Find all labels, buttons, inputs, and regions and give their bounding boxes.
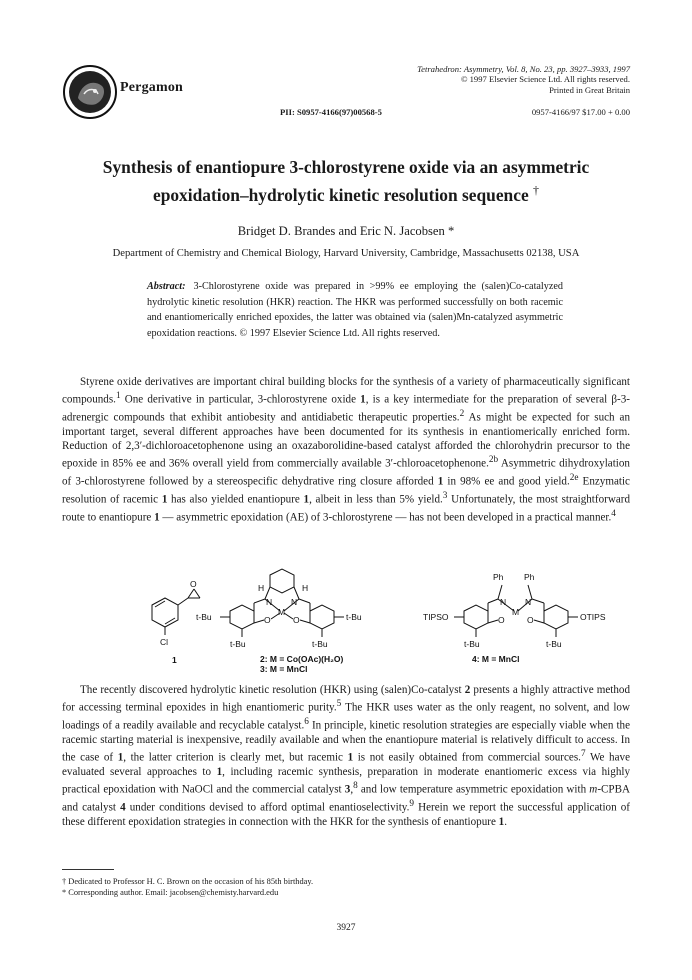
publisher-logo bbox=[62, 64, 118, 120]
footnote-corresponding: Corresponding author. Email: jacobsen@chemisty.harvard.edu bbox=[68, 888, 279, 897]
footnotes: † Dedicated to Professor H. C. Brown on the occasion of his 85th birthday. * Corresponding author. Email: jacobsen@chemisty.harvard.edu bbox=[62, 877, 314, 897]
tbu-label: t-Bu bbox=[196, 612, 212, 622]
publisher-name: Pergamon bbox=[120, 80, 184, 95]
title-line-1: Synthesis of enantiopure 3-chlorostyrene oxide via an asymmetric bbox=[102, 157, 590, 177]
journal-line: Tetrahedron: Asymmetry, Vol. 8, No. 23, pp. 3927–3933, 1997 bbox=[417, 64, 630, 74]
copyright-line: © 1997 Elsevier Science Ltd. All rights reserved. bbox=[460, 74, 630, 85]
footnote-dedication: Dedicated to Professor H. C. Brown on the occasion of his 85th birthday. bbox=[68, 877, 314, 886]
hydrogen-label-left: H bbox=[258, 583, 265, 593]
body-paragraph-2: The recently discovered hydrolytic kinetic resolution (HKR) using (salen)Co-catalyst 2 presents a highly attractive method for accessing terminal epoxides in high enantiomeric purity.$^5$ The HKR uses water as the only reagent, no solvent, and low loadings of a readily available and recyclable catalyst.$^6$ In principle, kinetic resolution strategies are especially viable when the racemic starting material is inexpensive, readily available and when the enantiopure material is relatively difficult to access. In the case of 1, the latter criterion is clearly met, but racemic 1 is not easily obtained from commercial sources.$^7$ We have evaluated several approaches to 1, including racemic synthesis, preparation in moderate enantiomeric excess via highly practical epoxidation with NaOCl and the commercial catalyst 3,$^8$ and low temperature asymmetric epoxidation with m-CPBA and catalyst 4 under conditions devised to afford optimal enantioselectivity.$^9$ Herein we report the successful application of these different epoxidation strategies in connection with the HKR for the synthesis of enantiopure 1. bbox=[62, 684, 631, 828]
oxygen-label-right: O bbox=[293, 615, 300, 625]
abstract bbox=[147, 279, 563, 341]
compound-2-label: 2: M = Co(OAc)(H₂O) bbox=[260, 654, 344, 664]
hydrogen-label-right: H bbox=[302, 583, 309, 593]
tbu-label: t-Bu bbox=[312, 639, 328, 649]
footnote-rule bbox=[62, 869, 114, 870]
abstract-label: Abstract: bbox=[147, 281, 186, 292]
compound-3-label: 3: M = MnCl bbox=[260, 664, 308, 673]
metal-label-salen-4: M bbox=[512, 607, 520, 617]
nitrogen-label-left: N bbox=[266, 597, 273, 607]
oxygen-label-left: O bbox=[498, 615, 505, 625]
epoxide-oxygen-label: O bbox=[190, 579, 197, 589]
nitrogen-label-right: N bbox=[291, 597, 298, 607]
tbu-label: t-Bu bbox=[546, 639, 562, 649]
page-number: 3927 bbox=[336, 923, 356, 933]
compound-4-label: 4: M = MnCl bbox=[472, 654, 520, 664]
nitrogen-label-right: N bbox=[525, 597, 532, 607]
title-dagger: † bbox=[533, 183, 540, 197]
tbu-label: t-Bu bbox=[230, 639, 246, 649]
metal-label-salen-2: M bbox=[278, 607, 286, 617]
chlorine-label: Cl bbox=[160, 637, 169, 647]
title-line-2: epoxidation–hydrolytic kinetic resolution sequence bbox=[152, 184, 529, 205]
tipso-label: TIPSO bbox=[423, 612, 449, 622]
oxygen-label-left: O bbox=[264, 615, 271, 625]
phenyl-label-right: Ph bbox=[524, 572, 535, 582]
printed-line: Printed in Great Britain bbox=[549, 84, 630, 95]
oxygen-label-right: O bbox=[527, 615, 534, 625]
chemical-structures-figure bbox=[130, 563, 610, 673]
abstract-text: 3-Chlorostyrene oxide was prepared in >99% ee employing the (salen)Co-catalyzed hydrolytic kinetic resolution (HKR) reaction. The HKR was performed successfully on both racemic and enantiomerically enriched epoxides, the latter was obtained via (salen)Mn-catalyzed asymmetric epoxidation reactions. © 1997 Elsevier Science Ltd. All rights reserved. bbox=[147, 281, 563, 339]
tbu-label: t-Bu bbox=[464, 639, 480, 649]
pii-code: PII: S0957-4166(97)00568-5 bbox=[280, 107, 382, 117]
issn-price: 0957-4166/97 $17.00 + 0.00 bbox=[531, 107, 630, 117]
affiliation: Department of Chemistry and Chemical Biology, Harvard University, Cambridge, Massachusetts 02138, USA bbox=[112, 248, 580, 259]
nitrogen-label-left: N bbox=[500, 597, 507, 607]
phenyl-label-left: Ph bbox=[493, 572, 504, 582]
article-title bbox=[40, 156, 652, 207]
tbu-label: t-Bu bbox=[346, 612, 362, 622]
otips-label: OTIPS bbox=[580, 612, 606, 622]
compound-1-label: 1 bbox=[172, 655, 177, 665]
body-paragraph-1: Styrene oxide derivatives are important chiral building blocks for the synthesis of a variety of pharmaceutically significant compounds.$^1$ One derivative in particular, 3-chlorostyrene oxide 1, is a key intermediate for the preparation of several β-3-adrenergic compounds that exhibit antiobesity and antidiabetic therapeutic properties.$^2$ As might be expected for such an important target, several different approaches have been documented for its synthesis in enantiomerically enriched form. Reduction of 2,3′-dichloroacetophenone using an oxazaborolidine-based catalyst afforded the chlorohydrin precursor to the epoxide in 85% ee and 36% overall yield from commercially available 3′-chloroacetophenone.$^{2b}$ Asymmetric dihydroxylation of 3-chlorostyrene followed by a stereospecific dehydrative ring closure afforded 1 in 98% ee and good yield.$^{2e}$ Enzymatic resolution of racemic 1 has also yielded enantiopure 1, albeit in less than 5% yield.$^3$ Unfortunately, the most straightforward route to enantiopure 1 — asymmetric epoxidation (AE) of 3-chlorostyrene — has not been developed in a practical manner.$^4$ bbox=[62, 376, 631, 524]
journal-citation bbox=[417, 64, 630, 95]
authors: Bridget D. Brandes and Eric N. Jacobsen * bbox=[237, 224, 455, 238]
